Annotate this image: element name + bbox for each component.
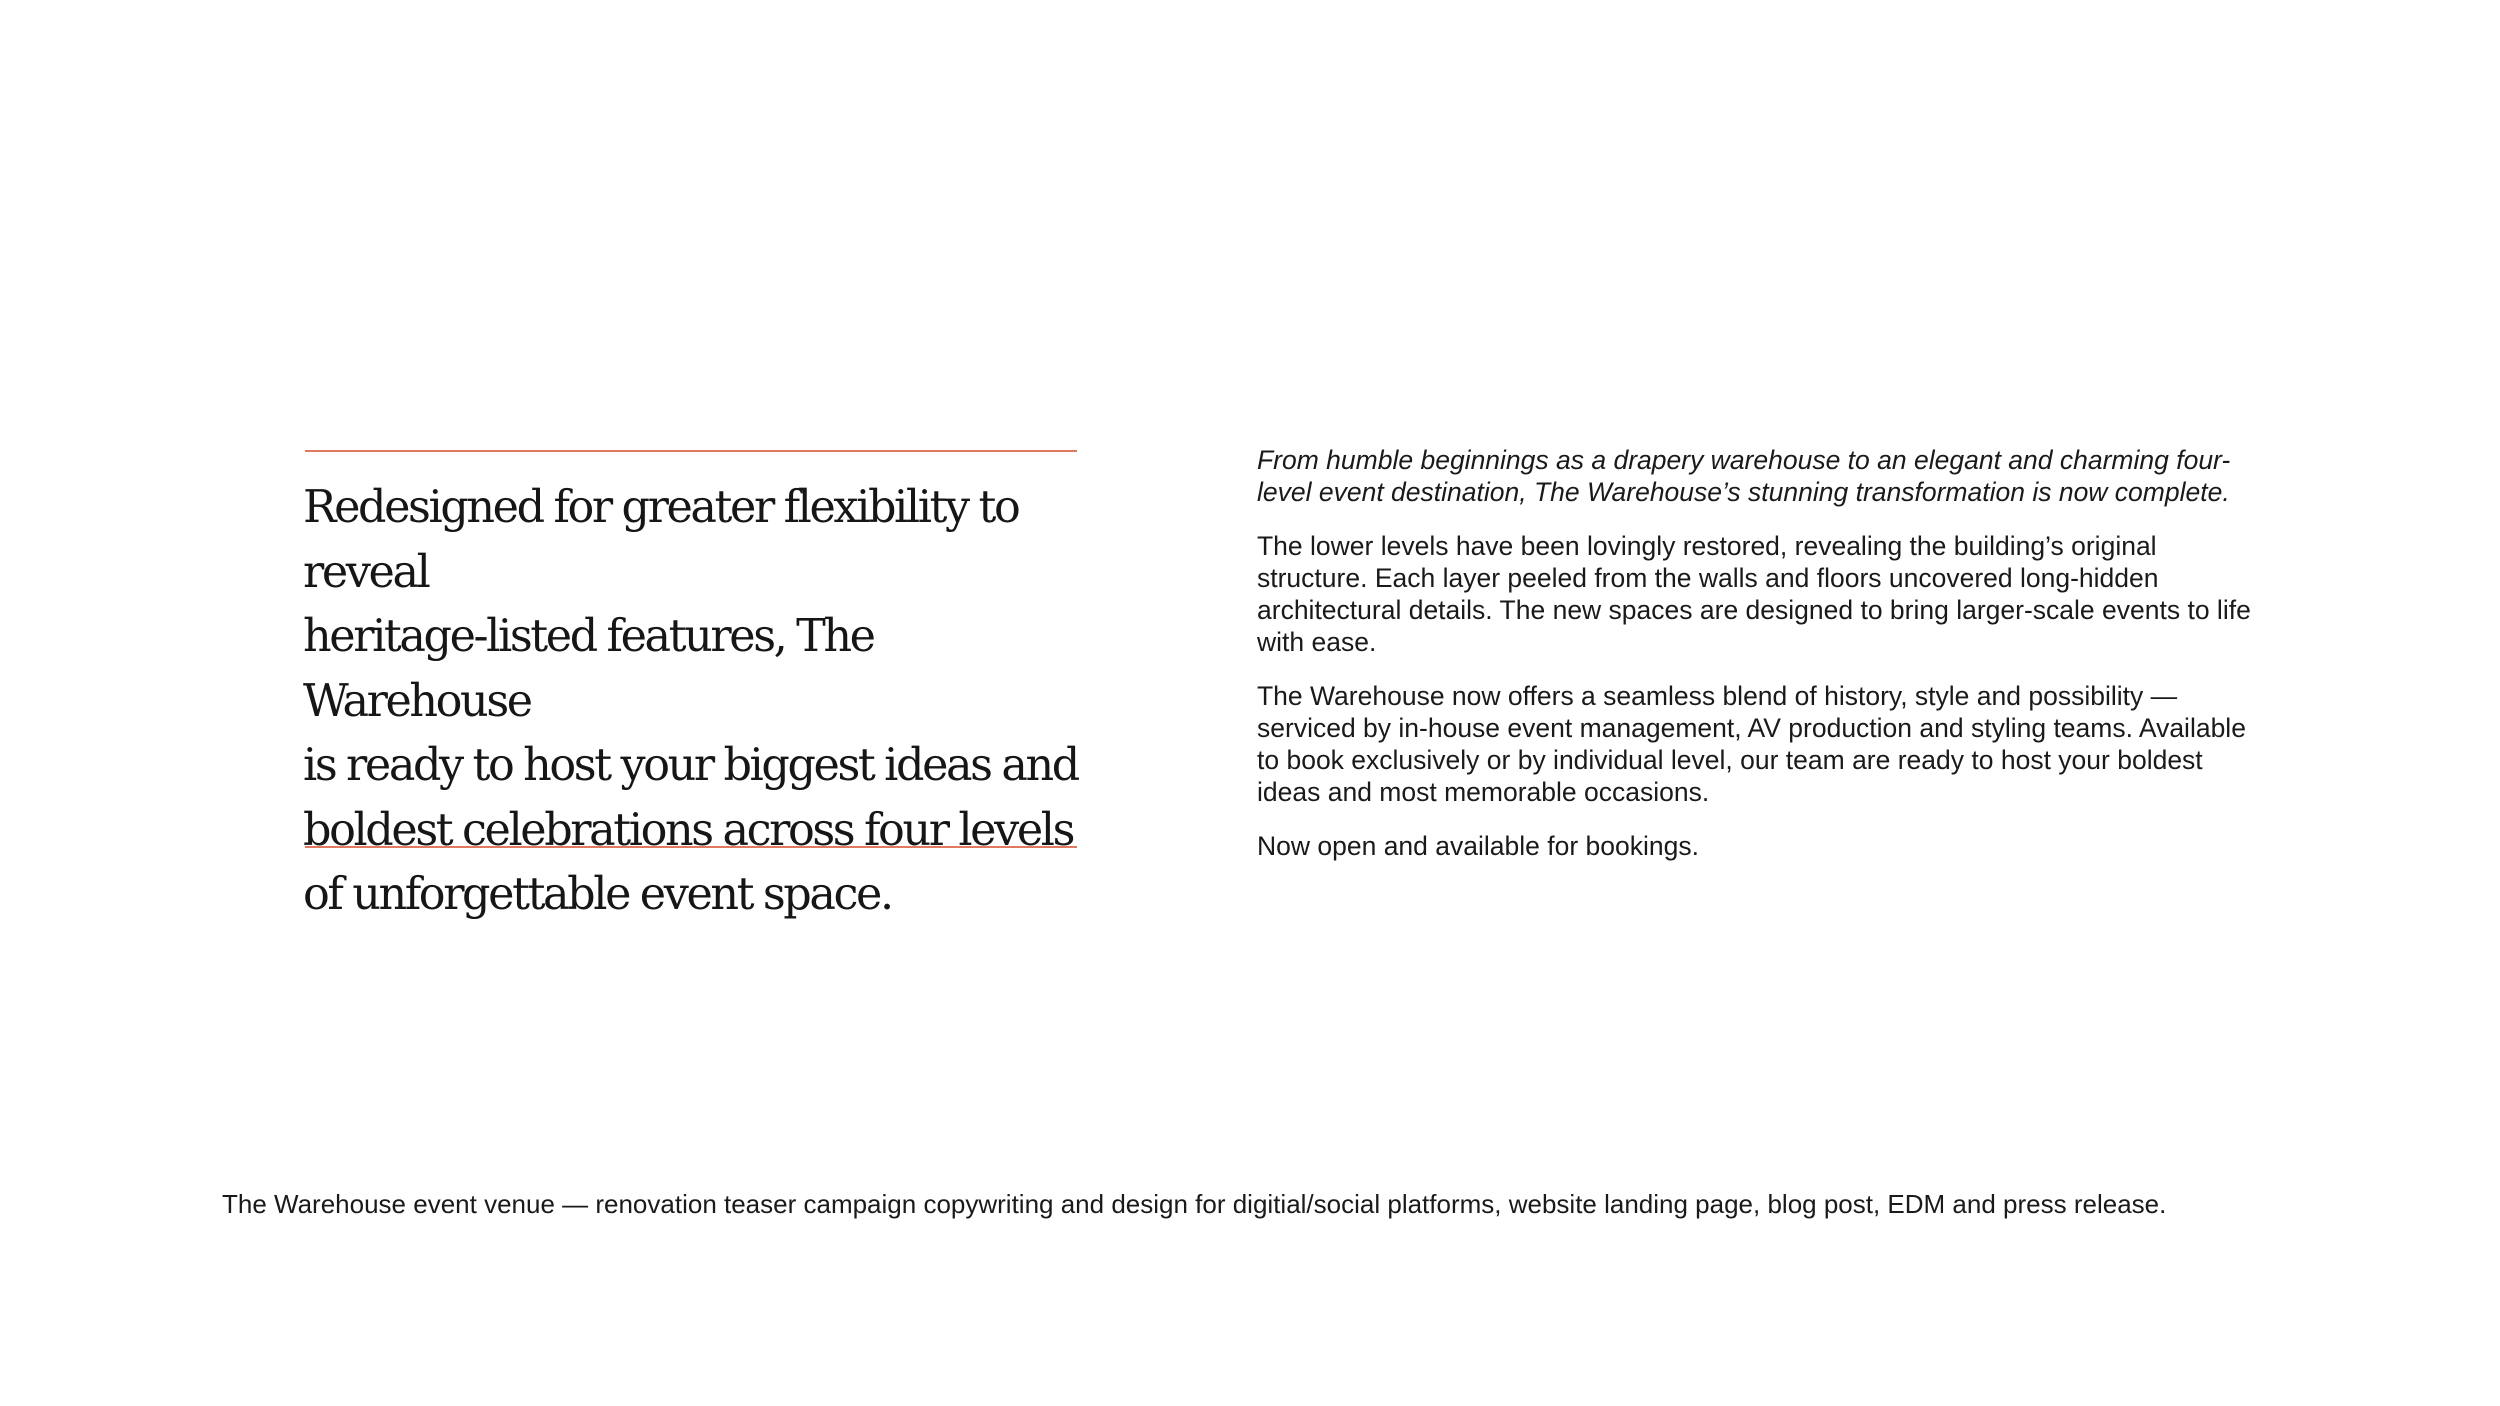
bottom-divider-rule (305, 846, 1077, 848)
top-divider-rule (305, 450, 1077, 452)
project-caption: The Warehouse event venue — renovation teaser campaign copywriting and design for digitial/social platforms, website landing page, blog post, EDM and press release. (222, 1189, 2167, 1219)
body-paragraph-2: The Warehouse now offers a seamless blend of history, style and possibility — serviced by in-house event management, AV production and styling teams. Available to book exclusively or by individual level, our team are ready to host your boldest ideas and most memorable occasions. (1257, 681, 2246, 807)
closing-paragraph: Now open and available for bookings. (1257, 831, 1699, 861)
intro-paragraph: From humble beginnings as a drapery warehouse to an elegant and charming four-level event destination, The Warehouse’s stunning transformation is now complete. (1257, 445, 2231, 507)
body-copy (1257, 444, 2257, 884)
pull-quote: Redesigned for greater flexibility to reveal heritage-listed features, The Warehouse is ready to host your biggest ideas and boldest celebrations across four levels of unforgettable event space. (303, 482, 1078, 920)
body-paragraph-1: The lower levels have been lovingly restored, revealing the building’s original structure. Each layer peeled from the walls and floors uncovered long-hidden architectural details. The new spaces are designed to bring larger-scale events to life with ease. (1257, 531, 2251, 657)
